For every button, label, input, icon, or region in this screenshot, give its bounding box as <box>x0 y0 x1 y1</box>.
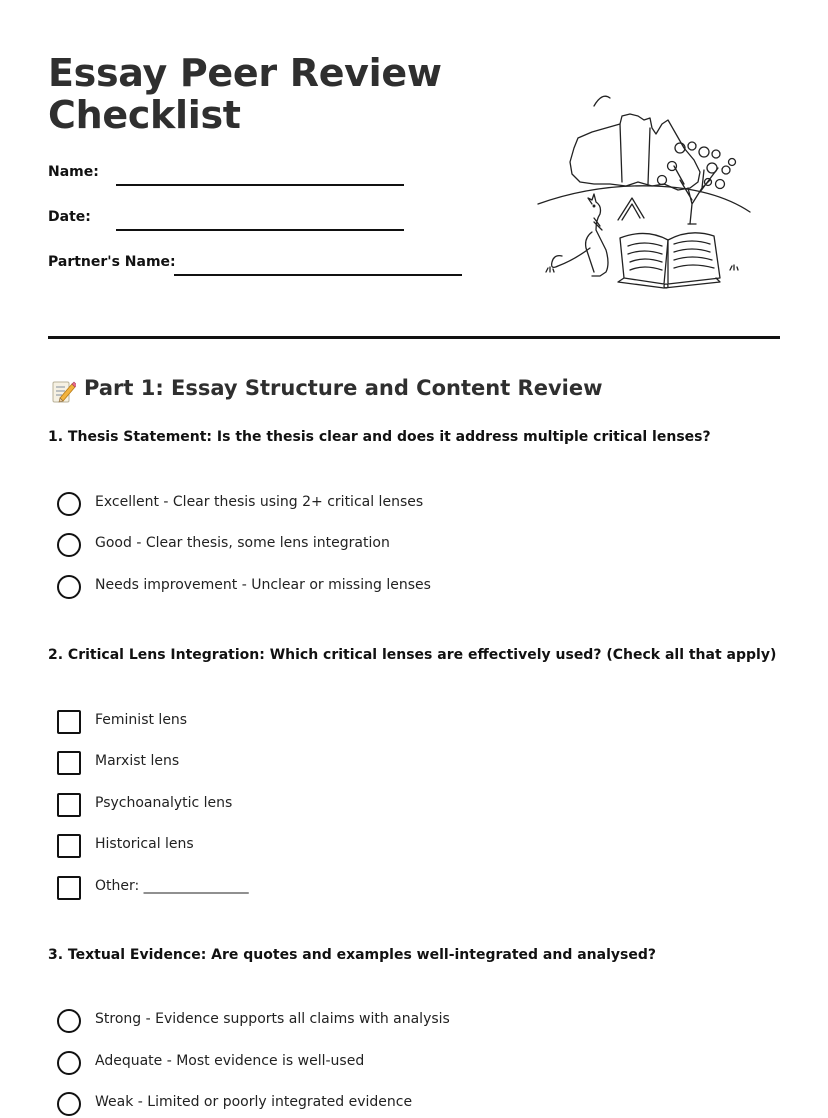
name-input-line[interactable] <box>116 184 404 186</box>
option-label: Good - Clear thesis, some lens integration <box>95 535 390 551</box>
radio-button[interactable] <box>57 575 81 599</box>
radio-button[interactable] <box>57 1051 81 1075</box>
checkbox[interactable] <box>57 876 81 900</box>
option-label: Needs improvement - Unclear or missing lenses <box>95 577 431 593</box>
radio-button[interactable] <box>57 533 81 557</box>
checkbox[interactable] <box>57 710 81 734</box>
checkbox[interactable] <box>57 793 81 817</box>
date-field <box>48 201 408 231</box>
radio-button[interactable] <box>57 1009 81 1033</box>
partner-name-field <box>48 246 468 276</box>
name-label: Name: <box>48 164 99 180</box>
q2-option-historical[interactable] <box>57 834 757 860</box>
checkbox[interactable] <box>57 751 81 775</box>
option-label: Feminist lens <box>95 712 188 728</box>
date-input-line[interactable] <box>116 229 404 231</box>
option-label: Adequate - Most evidence is well-used <box>95 1053 365 1069</box>
q1-option-excellent[interactable] <box>57 492 757 518</box>
section-divider <box>48 336 780 339</box>
australia-kangaroo-book-illustration <box>534 88 756 298</box>
date-label: Date: <box>48 209 91 225</box>
q3-option-weak[interactable] <box>57 1092 757 1118</box>
radio-button[interactable] <box>57 1092 81 1116</box>
memo-pencil-icon <box>50 378 76 404</box>
option-label: Historical lens <box>95 836 194 852</box>
part-1-heading-text: Part 1: Essay Structure and Content Review <box>84 376 603 400</box>
option-label: Marxist lens <box>95 753 180 769</box>
q1-option-needs-improvement[interactable] <box>57 575 757 601</box>
option-label: Excellent - Clear thesis using 2+ critical lenses <box>95 494 424 510</box>
option-label: Weak - Limited or poorly integrated evidence <box>95 1094 413 1110</box>
page-title: Essay Peer Review Checklist <box>48 51 442 137</box>
q2-option-feminist[interactable] <box>57 710 757 736</box>
question-1: 1. Thesis Statement: Is the thesis clear and does it address multiple critical lenses? <box>48 429 711 445</box>
q3-option-strong[interactable] <box>57 1009 757 1035</box>
q2-option-other[interactable] <box>57 876 757 902</box>
q2-option-marxist[interactable] <box>57 751 757 777</box>
question-2: 2. Critical Lens Integration: Which critical lenses are effectively used? (Check all that apply) <box>48 647 777 663</box>
radio-button[interactable] <box>57 492 81 516</box>
partner-name-input-line[interactable] <box>174 274 462 276</box>
q2-option-psychoanalytic[interactable] <box>57 793 757 819</box>
option-label: Psychoanalytic lens <box>95 795 233 811</box>
name-field <box>48 156 408 186</box>
question-3: 3. Textual Evidence: Are quotes and examples well-integrated and analysed? <box>48 947 656 963</box>
option-label: Other: _______________ <box>95 878 249 894</box>
partner-name-label: Partner's Name: <box>48 254 176 270</box>
checkbox[interactable] <box>57 834 81 858</box>
q1-option-good[interactable] <box>57 533 757 559</box>
option-label: Strong - Evidence supports all claims with analysis <box>95 1011 450 1027</box>
q3-option-adequate[interactable] <box>57 1051 757 1077</box>
part-1-heading <box>48 374 788 406</box>
